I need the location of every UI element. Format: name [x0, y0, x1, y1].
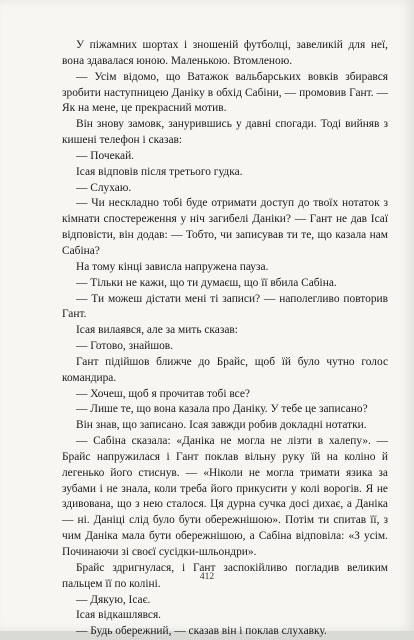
page-number: 412 [199, 572, 215, 582]
paragraph: — Чи нескладно тобі буде отримати доступ до твоїх нотаток з кімнати спостереження у ніч загибелі Даніки? — Гант не дав Ісаї відповісти, він додав: — Тобто, чи записував ти те, що казала нам Сабіна? [62, 197, 388, 257]
paragraph: — Ти можеш дістати мені ті записи? — наполегливо повторив Гант. [62, 292, 388, 321]
paragraph: — Слухаю. [76, 181, 132, 194]
paragraph: — Сабіна сказала: «Даніка не могла не лізти в халепу». — Брайс напружилася і Гант поклав вільну руку їй на коліно й легенько його стиснув. — «Ніколи не могла тримати язика за зубами і не знала, коли треба його прикусити у колі ворогів. Я не здивована, що з нею сталося. Ця дурна сучка досі дихає, а Даніка — ні. Даніці слід було бути обережнішою». Потім ти спитав її, з чим Даніка мала бути обережнішою, а Сабіна відповіла: «З усім. Починаючи зі своєї сусідки-шльондри». [62, 435, 388, 558]
paragraph: У піжамних шортах і зношеній футболці, завеликій для неї, вона здавалася юною. Маленькою. Втомленою. [62, 39, 388, 67]
paragraph: — Лише те, що вона казала про Даніку. У тебе це записано? [76, 403, 368, 416]
paragraph: — Хочеш, щоб я прочитав тобі все? [76, 387, 250, 400]
paragraph: Ісая вилаявся, але за мить сказав: [76, 324, 238, 337]
paragraph: — Будь обережний, — сказав він і поклав слухавку. [76, 625, 327, 638]
paragraph: Ісая відкашлявся. [76, 609, 162, 622]
paragraph: — Готово, знайшов. [76, 340, 174, 353]
paragraph: Він знав, що записано. Ісая завжди робив докладні нотатки. [76, 419, 367, 432]
paragraph: На тому кінці зависла напружена пауза. [76, 260, 269, 273]
paragraph: — Усім відомо, що Ватажок вальбарських вовків збирався зробити наступницею Даніку в обхід Сабіни, — промовив Гант. — Як на мене, це прекрасний мотив. [62, 70, 388, 115]
paragraph: Він знову замовк, занурившись у давні спогади. Тоді вийняв з кишені телефон і сказав: [62, 118, 388, 147]
paragraph: Брайс здригнулася, і Гант заспокійливо погладив великим пальцем її по коліні. [62, 561, 388, 590]
paragraph: — Дякую, Ісає. [76, 593, 151, 606]
paragraph: — Тільки не кажи, що ти думаєш, що її вбила Сабіна. [76, 276, 337, 289]
paragraph: Ісая відповів після третього гудка. [76, 165, 243, 178]
paragraph: Гант підійшов ближче до Брайс, щоб їй було чутно голос командира. [62, 355, 388, 384]
body-text [62, 38, 388, 640]
paragraph: — Почекай. [76, 149, 135, 162]
